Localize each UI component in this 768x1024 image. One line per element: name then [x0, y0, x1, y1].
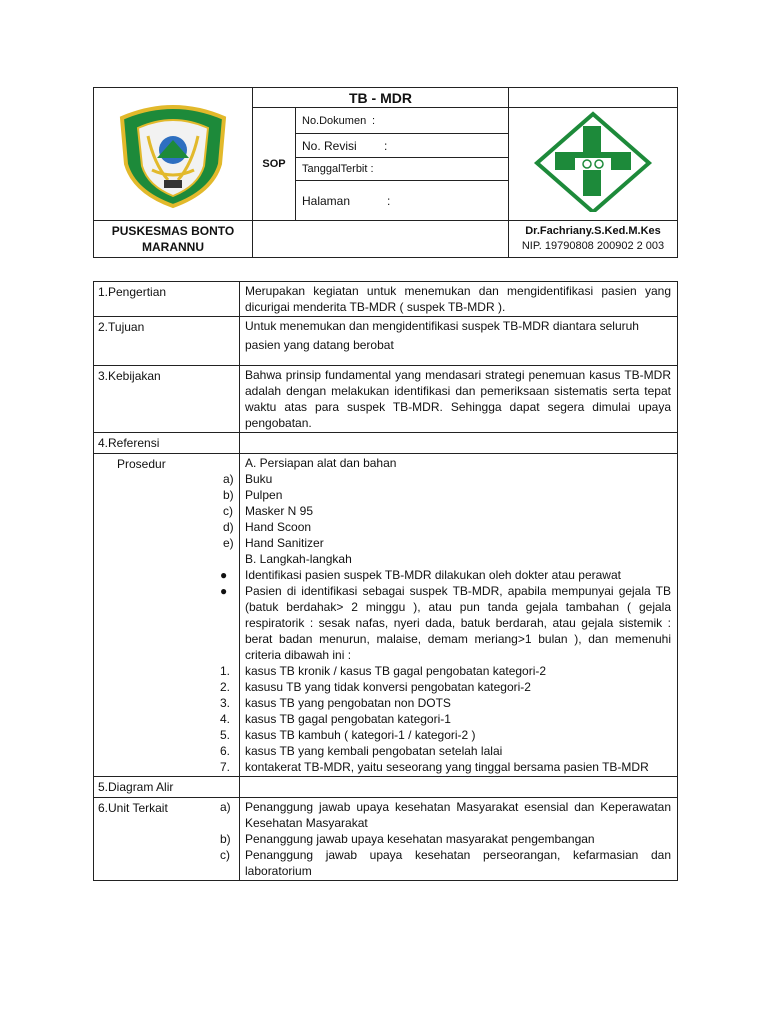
field-label: TanggalTerbit	[302, 163, 368, 176]
list-item	[223, 519, 671, 535]
row-referensi	[94, 433, 678, 454]
list-text: kasus TB yang pengobatan non DOTS	[245, 696, 451, 710]
list-text: Pulpen	[245, 488, 283, 502]
list-text: kasus TB kronik / kasus TB gagal pengobatan kategori-2	[245, 664, 547, 678]
list-text: Hand Sanitizer	[245, 536, 324, 550]
list-text: Penanggung jawab upaya kesehatan masyarakat pengembangan	[245, 832, 595, 846]
field-no-revisi	[296, 134, 509, 157]
field-sep: :	[372, 114, 376, 127]
list-text: kasus TB yang kembali pengobatan setelah lalai	[245, 744, 503, 758]
text-kebijakan: Bahwa prinsip fundamental yang mendasari strategi penemuan kasus TB-MDR adalah dengan melakukan identifikasi dan pemeriksaan sistematis serta tepat waktu atas para suspek TB-MDR. Sehingga dapat segera dimulai upaya pengobatan.	[240, 366, 678, 433]
list-text: kasusu TB yang tidak konversi pengobatan kategori-2	[245, 680, 531, 694]
list-item	[223, 503, 671, 519]
left-logo-cell	[94, 88, 253, 221]
text-tujuan	[240, 317, 678, 366]
puskesmas-cross-icon	[509, 108, 677, 212]
label-kebijakan: 3.Kebijakan	[94, 366, 240, 433]
right-logo-cell	[509, 108, 678, 221]
label-referensi: 4.Referensi	[94, 433, 240, 454]
label-unit-terkait: 6.Unit Terkait	[94, 798, 240, 881]
field-sep: :	[384, 138, 388, 153]
list-text: kasus TB gagal pengobatan kategori-1	[245, 712, 451, 726]
org-line-2: MARANNU	[142, 240, 204, 254]
bottom-middle-empty-cell	[253, 221, 509, 258]
list-marker: a)	[220, 800, 231, 814]
organization-name	[94, 221, 253, 258]
list-text: Penanggung jawab upaya kesehatan perseorangan, kefarmasian dan laboratorium	[245, 848, 671, 878]
tools-list	[223, 471, 671, 551]
document-title: TB - MDR	[253, 88, 509, 108]
list-text: Pasien di identifikasi sebagai suspek TB-MDR, apabila mempunyai gejala TB (batuk berdahak> 2 minggu ), atau pun tanda gejala tambahan ( gejala respiratorik : sesak nafas, nyeri dada, batuk berdarah, atau gejala sistemik : berat badan menurun, malaise, demam meriang>1 bulan ), dan memenuhi criteria dibawah ini :	[245, 584, 671, 662]
list-marker: c)	[220, 848, 230, 862]
label-tujuan: 2.Tujuan	[94, 317, 240, 366]
list-item	[220, 663, 671, 679]
text-diagram-alir	[240, 777, 678, 798]
row-diagram-alir	[94, 777, 678, 798]
list-item	[223, 487, 671, 503]
list-marker: b)	[220, 832, 231, 846]
row-pengertian	[94, 282, 678, 317]
row-prosedur	[94, 454, 678, 777]
list-text: Masker N 95	[245, 504, 314, 518]
field-halaman	[296, 181, 509, 221]
list-marker: 1.	[220, 664, 231, 678]
list-item	[220, 727, 671, 743]
list-marker: e)	[223, 536, 234, 550]
list-text: Penanggung jawab upaya kesehatan Masyarakat esensial dan Keperawatan Kesehatan Masyarakat	[245, 800, 671, 830]
list-item	[220, 695, 671, 711]
text-unit-terkait	[220, 798, 678, 881]
label-pengertian: 1.Pengertian	[94, 282, 240, 317]
bullet-icon: ●	[220, 568, 228, 582]
signer-block	[509, 221, 678, 258]
list-text: Hand Scoon	[245, 520, 312, 534]
signer-name: Dr.Fachriany.S.Ked.M.Kes	[525, 225, 661, 237]
bullet-icon: ●	[220, 584, 228, 598]
list-item	[220, 743, 671, 759]
field-label: Halaman	[302, 193, 351, 208]
label-prosedur	[94, 454, 240, 777]
list-text: kontakerat TB-MDR, yaitu seseorang yang tinggal bersama pasien TB-MDR	[245, 760, 649, 774]
list-marker: 6.	[220, 744, 231, 758]
list-marker: 4.	[220, 712, 231, 726]
heading-persiapan: A. Persiapan alat dan bahan	[245, 456, 397, 470]
list-item	[220, 583, 671, 663]
field-label: No. Revisi	[302, 138, 357, 153]
list-text: Identifikasi pasien suspek TB-MDR dilakukan oleh dokter atau perawat	[245, 568, 621, 582]
signer-nip: NIP. 19790808 200902 2 003	[521, 240, 665, 252]
steps-list	[220, 567, 671, 663]
list-item	[220, 567, 671, 583]
list-marker: a)	[223, 472, 234, 486]
field-tanggal-terbit	[296, 157, 509, 180]
row-tujuan	[94, 317, 678, 366]
field-sep: :	[370, 163, 374, 176]
list-item	[220, 679, 671, 695]
list-item	[220, 759, 671, 775]
field-sep: :	[387, 193, 391, 208]
org-line-1: PUSKESMAS BONTO	[111, 224, 235, 238]
list-marker: 5.	[220, 728, 231, 742]
prosedur-label-text: Prosedur	[117, 457, 166, 471]
row-unit-terkait	[94, 798, 678, 881]
row-kebijakan	[94, 366, 678, 433]
text-prosedur	[220, 454, 678, 777]
list-item	[220, 847, 671, 879]
units-list	[220, 799, 671, 879]
list-item	[223, 535, 671, 551]
tujuan-line-2: pasien yang datang berobat	[245, 338, 394, 352]
list-marker: c)	[223, 504, 233, 518]
label-diagram-alir: 5.Diagram Alir	[94, 777, 240, 798]
heading-langkah: B. Langkah-langkah	[245, 552, 352, 566]
sop-label: SOP	[253, 108, 296, 221]
sop-content-table	[93, 281, 678, 881]
regency-emblem-icon	[94, 88, 252, 215]
list-marker: d)	[223, 520, 234, 534]
tujuan-line-1: Untuk menemukan dan mengidentifikasi suspek TB-MDR diantara seluruh	[245, 319, 639, 333]
list-marker: b)	[223, 488, 234, 502]
list-item	[223, 471, 671, 487]
text-referensi	[240, 433, 678, 454]
field-label: No.Dokumen	[302, 114, 367, 127]
list-text: kasus TB kambuh ( kategori-1 / kategori-2 )	[245, 728, 476, 742]
list-item	[220, 831, 671, 847]
header-table	[93, 87, 678, 258]
criteria-list	[220, 663, 671, 775]
text-pengertian: Merupakan kegiatan untuk menemukan dan mengidentifikasi pasien yang dicurigai menderita TB-MDR ( suspek TB-MDR ).	[240, 282, 678, 317]
list-marker: 3.	[220, 696, 231, 710]
list-text: Buku	[245, 472, 273, 486]
list-item	[220, 799, 671, 831]
field-no-dokumen	[296, 108, 509, 134]
top-right-empty-cell	[509, 88, 678, 108]
list-marker: 7.	[220, 760, 231, 774]
list-item	[220, 711, 671, 727]
list-marker: 2.	[220, 680, 231, 694]
